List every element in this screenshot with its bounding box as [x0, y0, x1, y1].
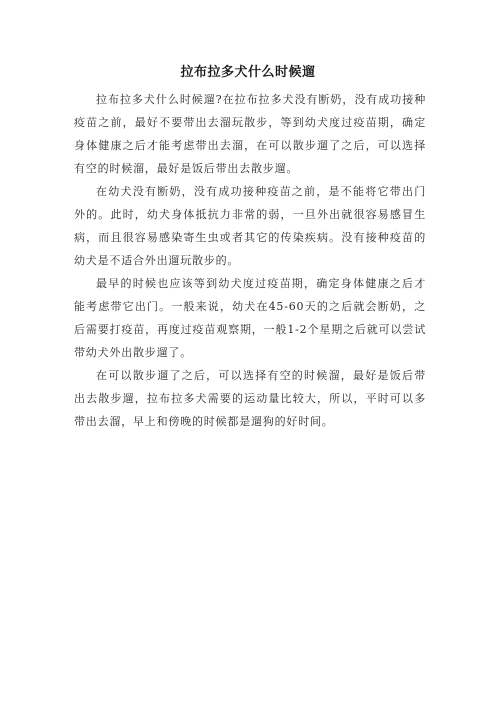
paragraph-1: 拉布拉多犬什么时候遛?在拉布拉多犬没有断奶，没有成功接种疫苗之前，最好不要带出去溜玩散步，等到幼犬度过疫苗期，确定身体健康之后才能考虑带出去溜，在可以散步遛了之后，可以选择有空的时候溜，最好是饭后带出去散步遛。: [74, 93, 426, 175]
paragraph-4: 在可以散步遛了之后，可以选择有空的时候溜，最好是饭后带出去散步遛，拉布拉多犬需要的运动量比较大，所以，平时可以多带出去溜，早上和傍晚的时候都是遛狗的好时间。: [74, 369, 426, 428]
document-title: 拉布拉多犬什么时候遛: [180, 65, 316, 80]
paragraph-2: 在幼犬没有断奶，没有成功接种疫苗之前，是不能将它带出门外的。此时，幼犬身体抵抗力非常的弱，一旦外出就很容易感冒生病，而且很容易感染寄生虫或者其它的传染疾病。没有接种疫苗的幼犬是不适合外出遛玩散步的。: [74, 185, 426, 267]
document-body: [74, 88, 426, 433]
paragraph-3: 最早的时候也应该等到幼犬度过疫苗期，确定身体健康之后才能考虑带它出门。一般来说，幼犬在45-60天的之后就会断奶，之后需要打疫苗，再度过疫苗观察期，一般1-2个星期之后就可以尝试带幼犬外出散步遛了。: [74, 277, 426, 359]
